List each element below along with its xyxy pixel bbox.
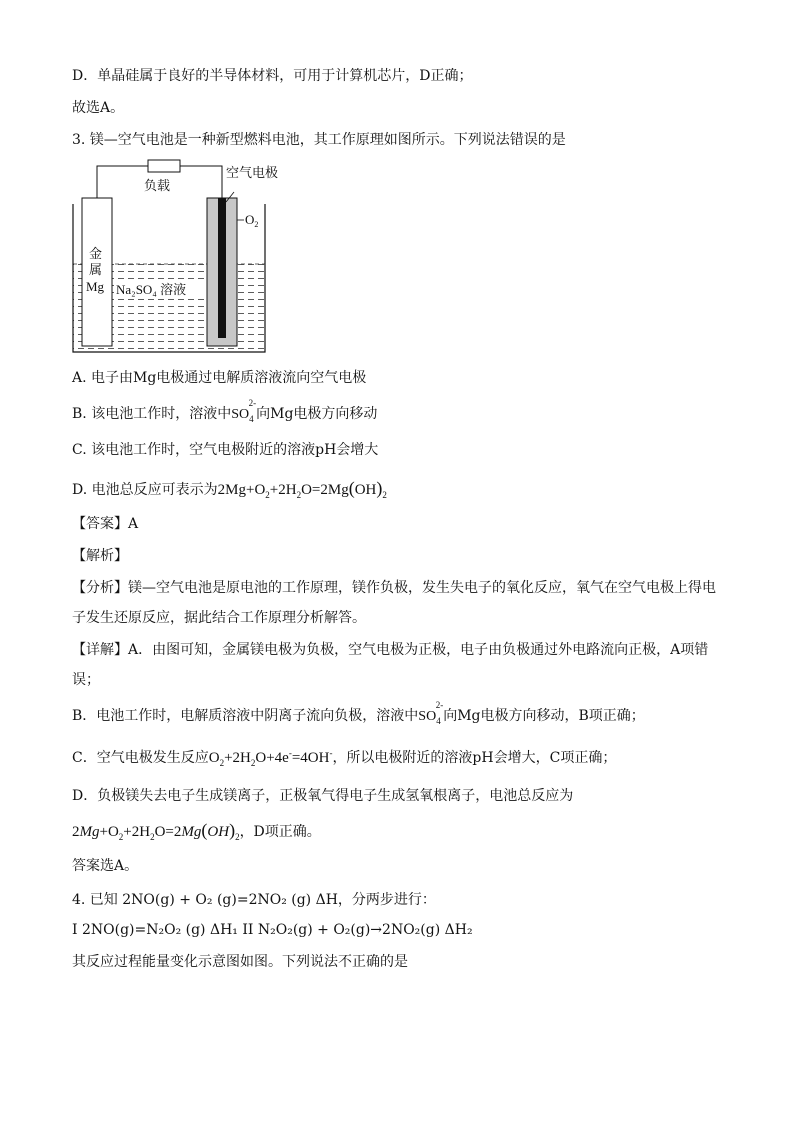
metal-label-mg: Mg <box>86 279 105 294</box>
fenxi-line-2: 子发生还原反应，据此结合工作原理分析解答。 <box>72 610 366 626</box>
line-d-conclusion: D．单晶硅属于良好的半导体材料，可用于计算机芯片，D正确； <box>72 68 473 84</box>
wire-right <box>180 166 222 198</box>
answer-line: 【答案】A <box>72 516 139 532</box>
line-choose-a: 故选A。 <box>72 100 125 116</box>
detail-line-d1: D．负极镁失去电子生成镁离子，正极氧气得电子生成氢氧根离子，电池总反应为 <box>72 788 574 804</box>
load-resistor <box>148 160 180 172</box>
detail-line-a1: 【详解】A．由图可知，金属镁电极为负极，空气电极为正极，电子由负极通过外电路流向正极，A项错 <box>72 642 709 658</box>
question-4-stem: 4. 已知 2NO(g) + O₂ (g)=2NO₂ (g) ΔH，分两步进行： <box>72 892 436 908</box>
load-label: 负载 <box>144 179 171 194</box>
conclusion-line: 答案选A。 <box>72 858 139 874</box>
metal-label-2: 属 <box>89 263 103 278</box>
option-c: C. 该电池工作时，空气电极附近的溶液pH会增大 <box>72 442 379 458</box>
question-4-steps: I 2NO(g)=N₂O₂ (g) ΔH₁ II N₂O₂(g) + O₂(g)→2NO₂(g) ΔH₂ <box>72 922 473 938</box>
solution-label: Na₂SO₄ 溶液 <box>116 282 187 297</box>
air-electrode-core <box>218 198 226 338</box>
fenxi-line-1: 【分析】镁—空气电池是原电池的工作原理，镁作负极，发生失电子的氧化反应，氧气在空气电极上得电 <box>72 580 716 596</box>
question-4-tail: 其反应过程能量变化示意图如图。下列说法不正确的是 <box>72 954 408 970</box>
wire-left <box>97 166 148 198</box>
option-b: B. 该电池工作时，溶液中$SO_4^{2-}$向Mg电极方向移动 <box>72 398 378 424</box>
option-d: D. 电池总反应可表示为$2Mg+O_2+2H_2O=2Mg(OH)_2$ <box>72 478 387 500</box>
o2-label: $O_2$ <box>245 212 259 229</box>
option-a: A. 电子由Mg电极通过电解质溶液流向空气电极 <box>72 370 367 386</box>
battery-diagram <box>68 156 298 362</box>
analysis-heading: 【解析】 <box>72 548 128 564</box>
question-3-stem: 3. 镁—空气电池是一种新型燃料电池，其工作原理如图所示。下列说法错误的是 <box>72 132 566 148</box>
metal-label-1: 金 <box>89 247 103 262</box>
air-electrode-label: 空气电极 <box>226 166 279 181</box>
detail-line-c: C．空气电极发生反应$O_2+2H_2O+4e^-=4OH^-$，所以电极附近的溶液pH会增大，C项正确； <box>72 748 617 768</box>
detail-line-a2: 误； <box>72 672 100 688</box>
detail-line-d2: $2Mg+O_2+2H_2O=2Mg(OH)_2$，D项正确。 <box>72 820 321 842</box>
detail-line-b: B．电池工作时，电解质溶液中阴离子流向负极，溶液中$SO_4^{2-}$向Mg电极方向移动，B项正确； <box>72 700 645 726</box>
